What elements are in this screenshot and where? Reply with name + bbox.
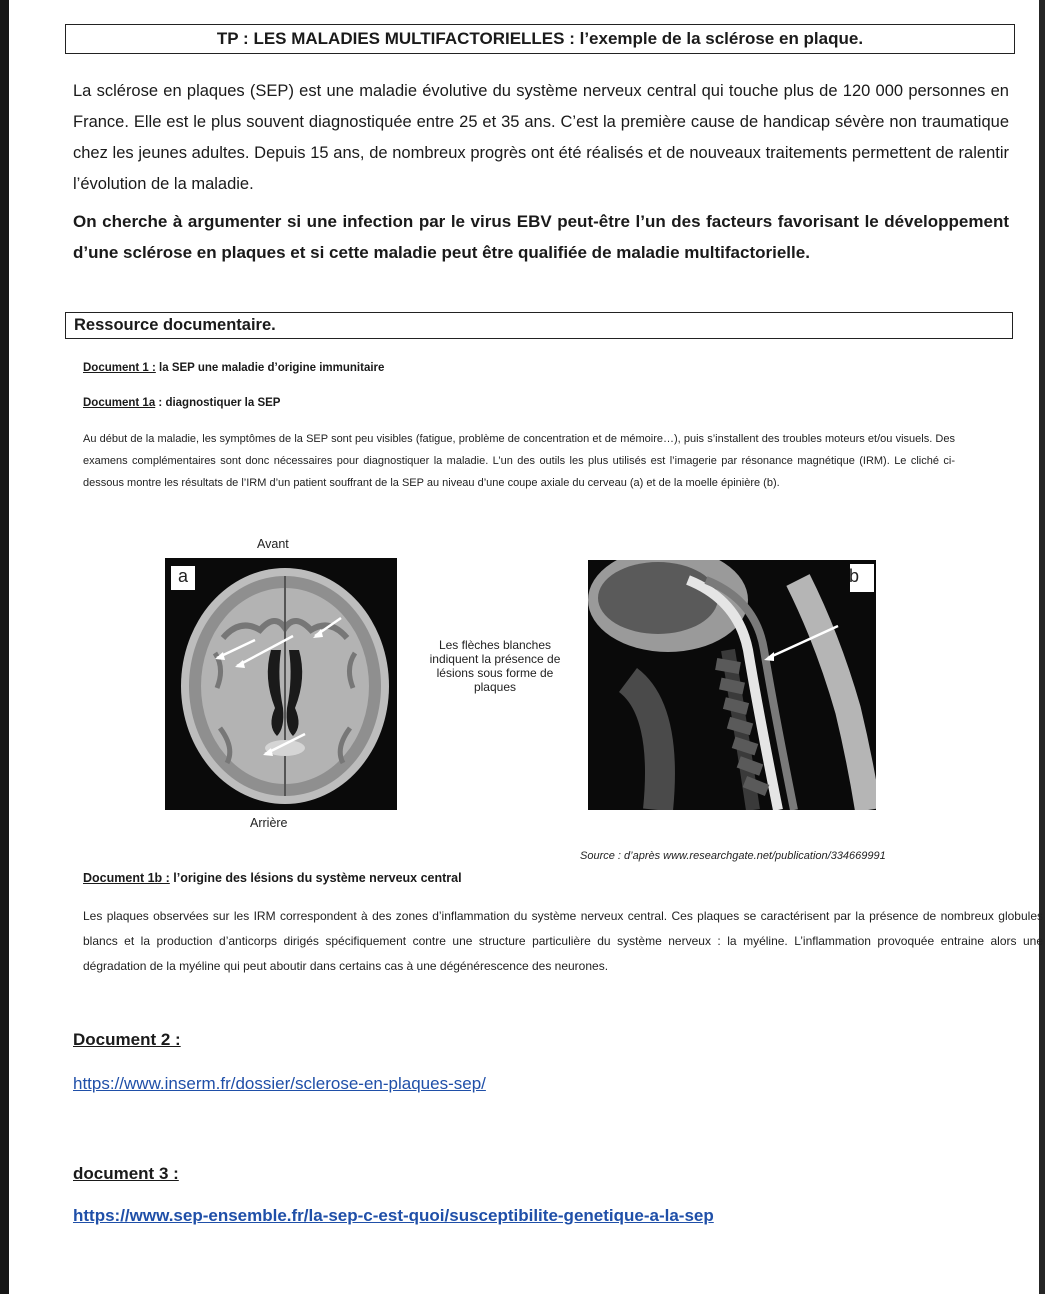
doc1-heading <box>83 362 384 374</box>
doc1b-label: Document 1b : <box>83 871 170 885</box>
spine-mri-image <box>588 560 876 810</box>
doc1a-heading <box>83 397 280 409</box>
figure-bottom-label: Arrière <box>250 816 288 830</box>
doc2-heading: Document 2 : <box>73 1030 181 1049</box>
caption-line: lésions sous forme de <box>436 666 554 680</box>
doc2-link[interactable]: https://www.inserm.fr/dossier/sclerose-en-plaques-sep/ <box>73 1074 486 1093</box>
doc1a-title: : diagnostiquer la SEP <box>155 397 281 409</box>
scan-edge-right <box>1039 0 1045 1294</box>
doc1-label: Document 1 : <box>83 362 156 374</box>
doc1b-heading <box>83 871 462 885</box>
doc1a-text: Au début de la maladie, les symptômes de la SEP sont peu visibles (fatigue, problème de concentration et de mémoire…), puis s’installent des troubles moteurs et/ou visuels. Des examens complémentaires sont donc nécessaires pour diagnostiquer la maladie. L’un des outils les plus utilisés est l’imagerie par résonance magnétique (IRM). Le cliché ci-dessous montre les résultats de l’IRM d’un patient souffrant de la SEP au niveau d’une coupe axiale du cerveau (a) et de la moelle épinière (b). <box>83 433 955 489</box>
page-title: TP : LES MALADIES MULTIFACTORIELLES : l’exemple de la sclérose en plaque. <box>65 24 1015 54</box>
figure-a-label: a <box>178 566 189 586</box>
doc3-link[interactable]: https://www.sep-ensemble.fr/la-sep-c-est-quoi/susceptibilite-genetique-a-la-sep <box>73 1206 714 1225</box>
figure-b-label: b <box>849 566 860 586</box>
doc1b-text: Les plaques observées sur les IRM correspondent à des zones d’inflammation du système nerveux central. Ces plaques se caractérisent par la présence de nombreux globules blancs et la production d’anticorps dirigés spécifiquement contre une structure particulière du système nerveux : la myéline. L’inflammation provoquée entraine alors une dégradation de la myéline qui peut aboutir dans certains cas à une dégénérescence des neurones. <box>83 909 1043 973</box>
problem-statement: On cherche à argumenter si une infection par le virus EBV peut-être l’un des facteurs favorisant le développement d’une sclérose en plaques et si cette maladie peut être qualifiée de maladie multifactorielle. <box>73 212 1009 262</box>
resource-heading: Ressource documentaire. <box>65 312 1013 339</box>
caption-line: plaques <box>473 680 517 694</box>
worksheet-page <box>10 0 1043 1294</box>
doc1-title: la SEP une maladie d’origine immunitaire <box>155 362 385 374</box>
figure-source: Source : d’après www.researchgate.net/publication/334669991 <box>580 850 886 862</box>
doc3-heading: document 3 : <box>73 1164 179 1183</box>
doc1a-label: Document 1a <box>83 397 156 409</box>
intro-paragraph: La sclérose en plaques (SEP) est une maladie évolutive du système nerveux central qui touche plus de 120 000 personnes en France. Elle est le plus souvent diagnostiquée entre 25 et 35 ans. C’est la première cause de handicap sévère non traumatique chez les jeunes adultes. Depuis 15 ans, de nombreux progrès ont été réalisés et de nouveaux traitements permettent de ralentir l’évolution de la maladie. <box>73 82 1009 193</box>
brain-mri-image <box>165 558 397 810</box>
figure-caption <box>415 638 575 694</box>
caption-line: Les flèches blanches <box>438 638 552 652</box>
doc1b-title: l’origine des lésions du système nerveux central <box>169 871 462 885</box>
figure-top-label: Avant <box>257 537 289 551</box>
scan-edge-left <box>0 0 9 1294</box>
caption-line: indiquent la présence de <box>429 652 561 666</box>
